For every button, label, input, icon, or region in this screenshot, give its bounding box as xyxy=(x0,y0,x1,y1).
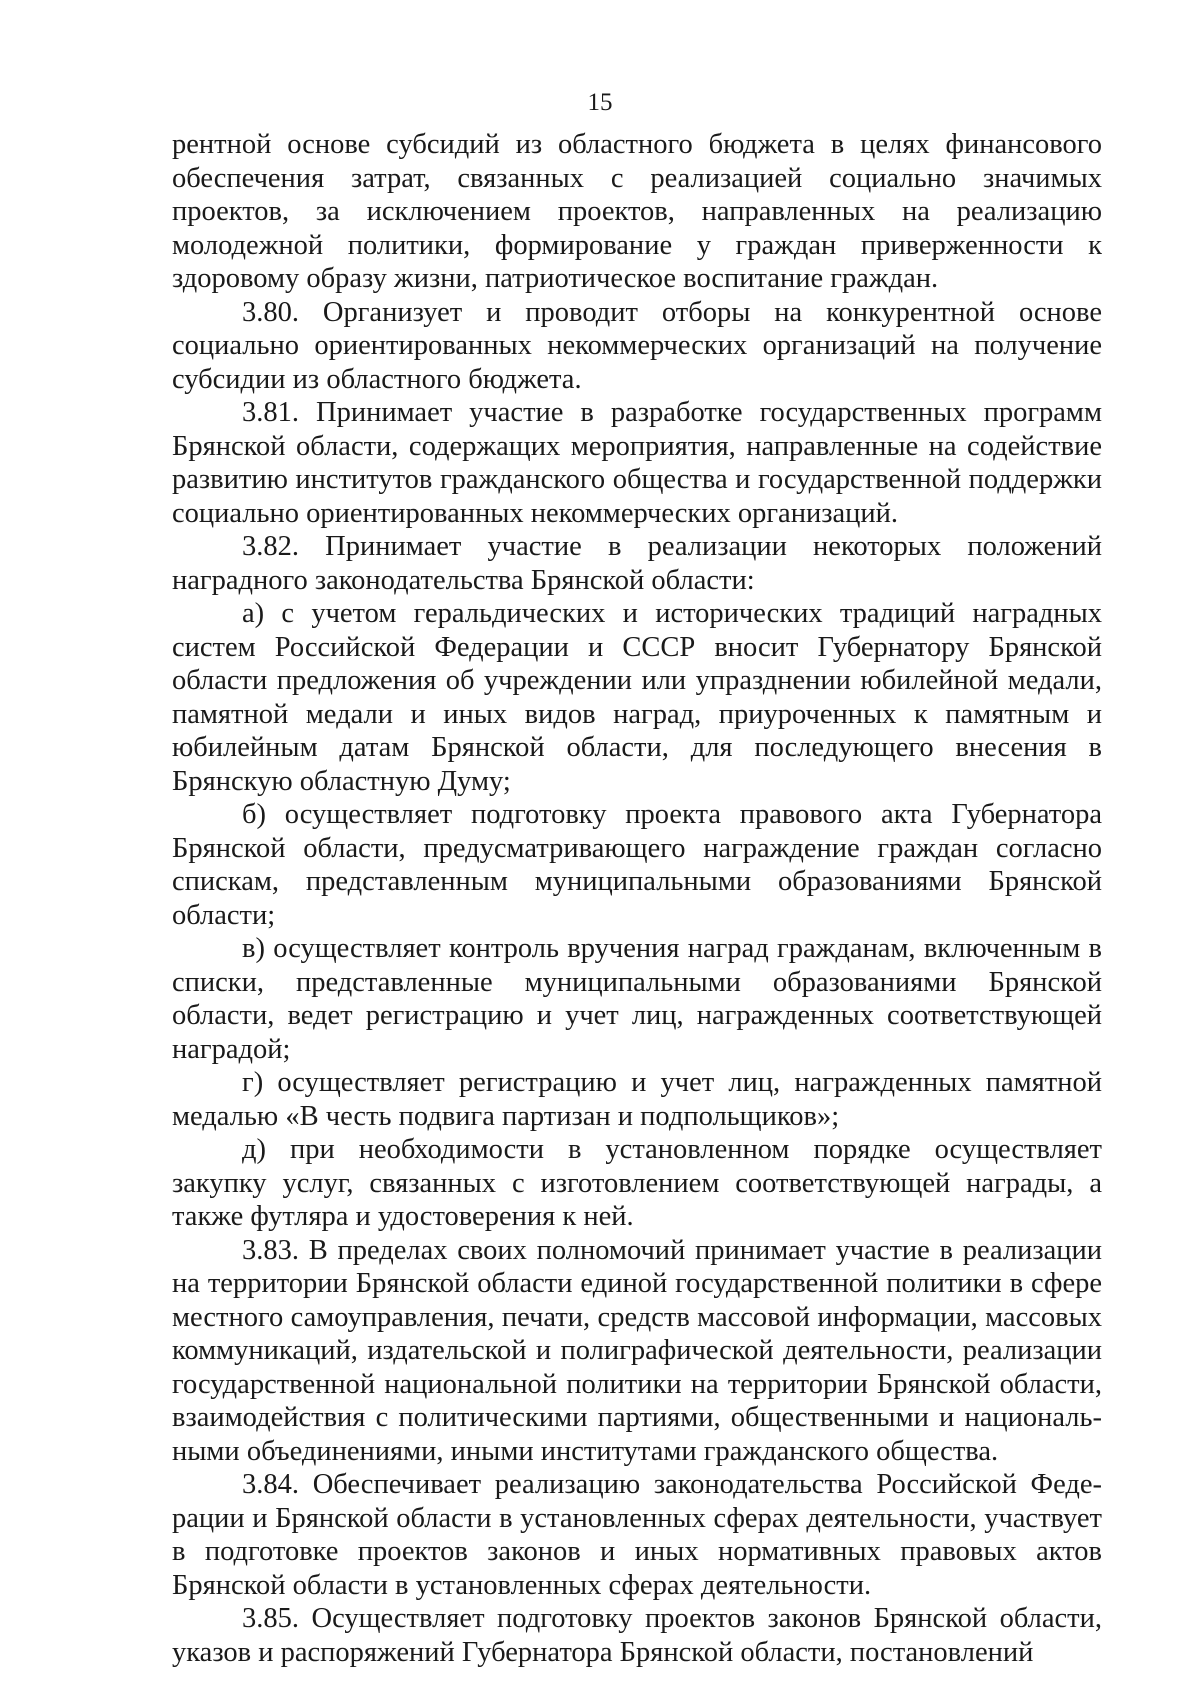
paragraph-3-84: 3.84. Обеспечивает реализацию законодательства Российской Федерации и Брянской области в установленных сферах деятельности, участвует в подготовке проектов законов и иных нормативных правовых актов Брянской области в установленных сферах деятельности. xyxy=(172,1469,1102,1601)
paragraph-3-83: 3.83. В пределах своих полномочий принимает участие в реализации на территории Брянской области единой государственной политики в сфере местного самоуправления, печати, средств массовой информации, массовых коммуникаций, издательской и полиграфической деятельности, реализации государственной национальной политики на территории Брянской области, взаимодействия с политическими партиями, общественными и национальными объединениями, иными институтами гражданского общества. xyxy=(172,1234,1102,1467)
paragraph-3-82: 3.82. Принимает участие в реализации некоторых положений наградного законодательства Брянской области: xyxy=(172,531,1102,596)
paragraph-3-81: 3.81. Принимает участие в разработке государственных программ Брянской области, содержащих мероприятия, направленные на содействие развитию институтов гражданского общества и государственной поддержки социально ориентированных некоммерческих организаций. xyxy=(172,397,1102,529)
paragraph-3-85: 3.85. Осуществляет подготовку проектов законов Брянской области, указов и распоряжений Губернатора Брянской области, постановлений xyxy=(172,1603,1102,1668)
paragraph-3-82-d: д) при необходимости в установленном порядке осуществляет закупку услуг, связанных с изготовлением соответствующей награды, а также футляра и удостоверения к ней. xyxy=(172,1134,1102,1232)
page-number: 15 xyxy=(587,89,613,116)
paragraph-3-82-g: г) осуществляет регистрацию и учет лиц, награжденных памятной медалью «В честь подвига партизан и подпольщиков»; xyxy=(172,1067,1102,1132)
paragraph-intro-continuation: рентной основе субсидий из областного бюджета в целях финансового обеспечения затрат, связанных с реализацией социально значимых проектов, за исключением проектов, направленных на реализацию молодежной политики, формирование у граждан приверженности к здоровому образу жизни, патриотическое воспитание граждан. xyxy=(172,129,1102,294)
paragraph-3-82-v: в) осуществляет контроль вручения наград гражданам, включенным в списки, представленные муниципальными образованиями Брянской области, ведет регистрацию и учет лиц, награжденных соответствующей наградой; xyxy=(172,933,1102,1065)
paragraph-3-82-b: б) осуществляет подготовку проекта правового акта Губернатора Брянской области, предусматривающего награждение граждан согласно спискам, представленным муниципальными образованиями Брянской области; xyxy=(172,799,1102,931)
paragraph-3-82-a: а) с учетом геральдических и исторических традиций наградных систем Российской Федерации и СССР вносит Губернатору Брянской области предложения об учреждении или упразднении юбилейной медали, памятной медали и иных видов наград, приуроченных к памятным и юбилейным датам Брянской области, для последующего внесения в Брянскую областную Думу; xyxy=(172,598,1102,797)
document-body xyxy=(172,128,1102,1669)
paragraph-3-80: 3.80. Организует и проводит отборы на конкурентной основе социально ориентированных некоммерческих организаций на получение субсидии из областного бюджета. xyxy=(172,296,1102,395)
